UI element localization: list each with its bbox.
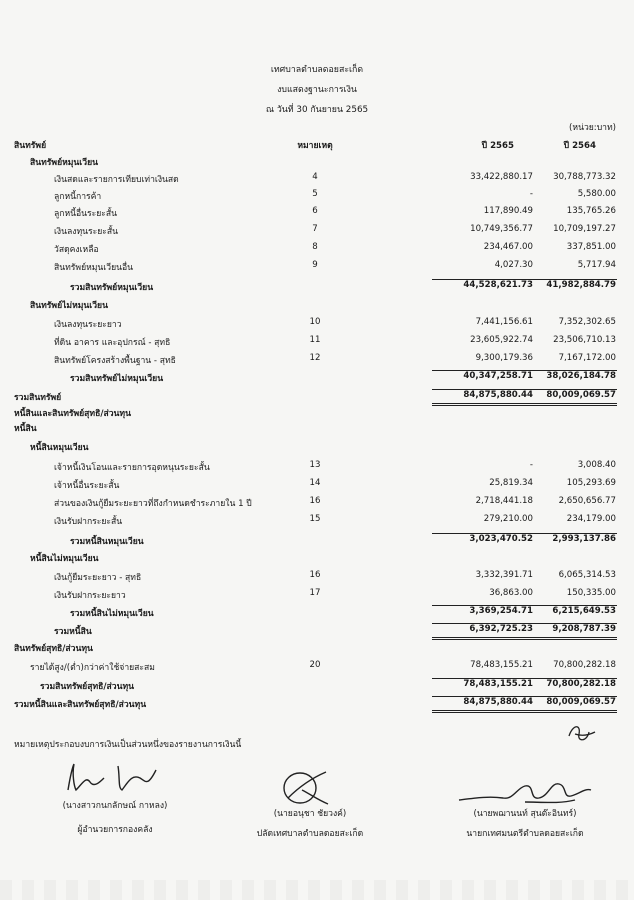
row-label: รวมหนี้สินไม่หมุนเวียน <box>70 609 154 619</box>
row-label: เงินรับฝากระยะยาว <box>54 591 126 601</box>
row-value-2565: 25,819.34 <box>489 478 533 488</box>
row-label: หนี้สินและสินทรัพย์สุทธิ/ส่วนทุน <box>14 409 131 419</box>
row-label: เงินลงทุนระยะสั้น <box>54 227 119 237</box>
other-current-assets-row <box>0 260 634 277</box>
subtotal-rule <box>525 533 617 534</box>
row-note: 12 <box>309 353 321 363</box>
row-value-2565: 7,441,156.61 <box>475 317 533 327</box>
row-label: สินทรัพย์โครงสร้างพื้นฐาน - สุทธิ <box>54 356 176 366</box>
row-value-2565: 3,023,470.52 <box>469 534 533 544</box>
row-value-2565: 3,332,391.71 <box>475 570 533 580</box>
current-assets-heading <box>0 155 634 172</box>
inventory-row <box>0 242 634 259</box>
row-label: เงินกู้ยืมระยะยาว - สุทธิ <box>54 573 142 583</box>
lt-investments-row <box>0 317 634 334</box>
row-label: เงินรับฝากระยะสั้น <box>54 517 123 527</box>
subtotal-rule <box>525 678 617 679</box>
signature-1-image <box>60 760 170 796</box>
row-label: หนี้สินหมุนเวียน <box>30 443 89 453</box>
row-note: 4 <box>312 172 318 182</box>
transfer-payables-row <box>0 460 634 477</box>
signature-1-name: (นางสาวกนกลักษณ์ กาหลง) <box>62 801 168 811</box>
row-label: สินทรัพย์หมุนเวียนอื่น <box>54 263 134 273</box>
column-note: หมายเหตุ <box>297 141 333 151</box>
signature-2-name: (นายอนุชา ชัยวงค์) <box>273 809 347 819</box>
total-non-current-assets-row <box>0 371 634 388</box>
column-year-2564: ปี 2564 <box>563 141 596 151</box>
current-liabilities-heading <box>0 440 634 457</box>
org-name: เทศบาลตำบลดอยสะเก็ด <box>270 65 364 75</box>
row-value-2564: 5,717.94 <box>577 260 616 270</box>
row-value-2565: 84,875,880.44 <box>463 697 533 707</box>
row-note: 13 <box>309 460 321 470</box>
initial-mark <box>565 720 599 746</box>
row-value-2564: 3,008.40 <box>577 460 616 470</box>
row-value-2564: 5,580.00 <box>577 189 616 199</box>
row-value-2565: - <box>529 189 533 199</box>
other-st-receivables-row <box>0 206 634 223</box>
row-label: รายได้สูง/(ต่ำ)กว่าค่าใช้จ่ายสะสม <box>30 663 155 673</box>
subtotal-rule <box>525 389 617 390</box>
row-value-2564: 337,851.00 <box>566 242 616 252</box>
total-liabilities-net-assets-row <box>0 697 634 714</box>
total-double-rule <box>525 637 617 640</box>
row-note: 14 <box>309 478 321 488</box>
row-value-2565: 44,528,621.73 <box>463 280 533 290</box>
footnote: หมายเหตุประกอบงบการเงินเป็นส่วนหนึ่งของรายงานการเงินนี้ <box>14 740 242 750</box>
row-note: 10 <box>309 317 321 327</box>
column-header-row <box>0 138 634 155</box>
row-value-2564: 70,800,282.18 <box>553 660 616 670</box>
row-value-2564: 38,026,184.78 <box>546 371 616 381</box>
row-value-2564: 2,993,137.86 <box>552 534 616 544</box>
row-label: เงินลงทุนระยะยาว <box>54 320 122 330</box>
row-value-2565: 84,875,880.44 <box>463 390 533 400</box>
row-value-2565: 40,347,258.71 <box>463 371 533 381</box>
row-note: 9 <box>312 260 318 270</box>
row-value-2565: 78,483,155.21 <box>470 660 533 670</box>
signature-3-title: นายกเทศมนตรีตำบลดอยสะเก็ด <box>466 829 584 839</box>
row-value-2565: 117,890.49 <box>483 206 533 216</box>
row-value-2565: 4,027.30 <box>494 260 533 270</box>
row-label: ที่ดิน อาคาร และอุปกรณ์ - สุทธิ <box>54 338 171 348</box>
row-value-2564: 10,709,197.27 <box>553 224 616 234</box>
row-value-2564: 105,293.69 <box>566 478 616 488</box>
row-value-2564: 150,335.00 <box>566 588 616 598</box>
row-label: ลูกหนี้การค้า <box>54 192 102 202</box>
row-value-2565: 9,300,179.36 <box>475 353 533 363</box>
non-current-liabilities-heading <box>0 551 634 568</box>
lt-loans-row <box>0 570 634 587</box>
row-value-2564: 80,009,069.57 <box>546 697 616 707</box>
row-value-2564: 41,982,884.79 <box>546 280 616 290</box>
row-value-2564: 23,506,710.13 <box>553 335 616 345</box>
st-deposits-row <box>0 514 634 531</box>
page-edge-bleed <box>0 880 634 900</box>
row-label: สินทรัพย์ไม่หมุนเวียน <box>30 301 108 311</box>
row-value-2565: 6,392,725.23 <box>469 624 533 634</box>
statement-date: ณ วันที่ 30 กันยายน 2565 <box>265 105 369 115</box>
row-label: เงินสดและรายการเทียบเท่าเงินสด <box>54 175 179 185</box>
trade-receivables-row <box>0 189 634 206</box>
subtotal-rule <box>525 370 617 371</box>
row-note: 8 <box>312 242 318 252</box>
row-value-2565: 10,749,356.77 <box>470 224 533 234</box>
row-label: ส่วนของเงินกู้ยืมระยะยาวที่ถึงกำหนดชำระภายใน 1 ปี <box>54 499 252 509</box>
row-value-2564: 30,788,773.32 <box>553 172 616 182</box>
row-label: รวมหนี้สิน <box>54 627 92 637</box>
lt-deposits-row <box>0 588 634 605</box>
row-value-2565: 78,483,155.21 <box>463 679 533 689</box>
column-item: สินทรัพย์ <box>14 141 47 151</box>
total-net-assets-row <box>0 679 634 696</box>
row-label: ลูกหนี้อื่นระยะสั้น <box>54 209 118 219</box>
infrastructure-row <box>0 353 634 370</box>
row-note: 16 <box>309 496 321 506</box>
row-value-2565: 234,467.00 <box>483 242 533 252</box>
total-current-assets-row <box>0 280 634 297</box>
row-value-2564: 2,650,656.77 <box>558 496 616 506</box>
accumulated-surplus-row <box>0 660 634 677</box>
cash-row <box>0 172 634 189</box>
row-label: หนี้สินไม่หมุนเวียน <box>30 554 99 564</box>
row-note: 5 <box>312 189 318 199</box>
statement-title: งบแสดงฐานะการเงิน <box>277 85 357 95</box>
total-non-current-liabilities-row <box>0 606 634 623</box>
row-label: รวมหนี้สินและสินทรัพย์สุทธิ/ส่วนทุน <box>14 700 147 710</box>
row-label: สินทรัพย์หมุนเวียน <box>30 158 98 168</box>
unit-label: (หน่วย:บาท) <box>569 123 616 133</box>
row-note: 7 <box>312 224 318 234</box>
row-note: 11 <box>309 335 321 345</box>
row-value-2564: 9,208,787.39 <box>552 624 616 634</box>
total-assets-row <box>0 390 634 407</box>
row-label: วัสดุคงเหลือ <box>54 245 99 255</box>
row-value-2565: 3,369,254.71 <box>469 606 533 616</box>
signature-3-image <box>455 776 595 810</box>
st-investments-row <box>0 224 634 241</box>
non-current-assets-heading <box>0 298 634 315</box>
row-label: เจ้าหนี้อื่นระยะสั้น <box>54 481 120 491</box>
row-value-2564: 234,179.00 <box>566 514 616 524</box>
total-double-rule <box>525 710 617 713</box>
row-value-2564: 7,167,172.00 <box>558 353 616 363</box>
row-note: 17 <box>309 588 321 598</box>
column-year-2565: ปี 2565 <box>481 141 514 151</box>
signature-2-image <box>270 768 350 808</box>
row-value-2565: 36,863.00 <box>489 588 533 598</box>
subtotal-rule <box>525 696 617 697</box>
row-label: รวมสินทรัพย์ไม่หมุนเวียน <box>70 374 164 384</box>
current-portion-loans-row <box>0 496 634 513</box>
row-value-2564: 7,352,302.65 <box>558 317 616 327</box>
net-assets-heading <box>0 641 634 658</box>
signature-3-name: (นายพฌานนท์ สุนต๊ะอินทร์) <box>473 809 577 819</box>
liabilities-heading <box>0 421 634 438</box>
row-note: 20 <box>309 660 321 670</box>
row-value-2564: 6,065,314.53 <box>558 570 616 580</box>
row-value-2565: - <box>529 460 533 470</box>
subtotal-rule <box>525 279 617 280</box>
row-label: รวมสินทรัพย์สุทธิ/ส่วนทุน <box>40 682 134 692</box>
other-st-payables-row <box>0 478 634 495</box>
row-note: 6 <box>312 206 318 216</box>
row-value-2565: 2,718,441.18 <box>475 496 533 506</box>
row-value-2564: 70,800,282.18 <box>546 679 616 689</box>
row-label: รวมหนี้สินหมุนเวียน <box>70 537 144 547</box>
row-label: รวมสินทรัพย์หมุนเวียน <box>70 283 154 293</box>
row-value-2564: 135,765.26 <box>566 206 616 216</box>
row-label: รวมสินทรัพย์ <box>14 393 62 403</box>
ppe-row <box>0 335 634 352</box>
row-value-2565: 23,605,922.74 <box>470 335 533 345</box>
signature-2-title: ปลัดเทศบาลตำบลดอยสะเก็ด <box>256 829 364 839</box>
total-current-liabilities-row <box>0 534 634 551</box>
row-value-2565: 33,422,880.17 <box>470 172 533 182</box>
subtotal-rule <box>525 623 617 624</box>
row-label: หนี้สิน <box>14 424 37 434</box>
row-label: สินทรัพย์สุทธิ/ส่วนทุน <box>14 644 93 654</box>
total-liabilities-row <box>0 624 634 641</box>
subtotal-rule <box>525 605 617 606</box>
row-note: 16 <box>309 570 321 580</box>
row-label: เจ้าหนี้เงินโอนและรายการอุดหนุนระยะสั้น <box>54 463 210 473</box>
row-value-2564: 80,009,069.57 <box>546 390 616 400</box>
row-value-2565: 279,210.00 <box>483 514 533 524</box>
signature-1-title: ผู้อำนวยการกองคลัง <box>77 825 153 835</box>
row-value-2564: 6,215,649.53 <box>552 606 616 616</box>
row-note: 15 <box>309 514 321 524</box>
